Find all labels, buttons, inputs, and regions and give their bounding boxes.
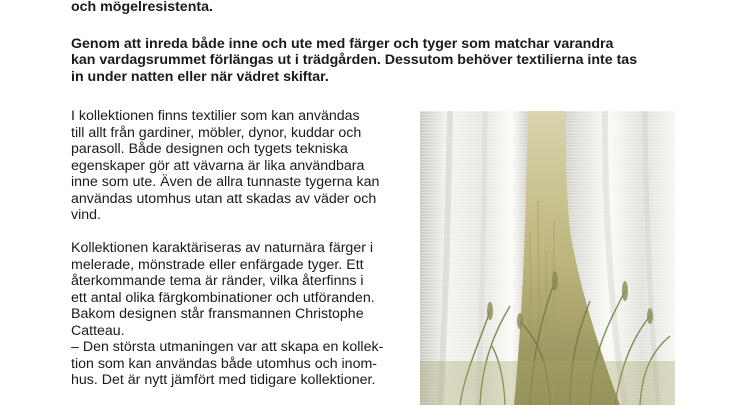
body-line: – Den största utmaningen var att skapa en kollek-	[71, 339, 384, 355]
body-line: Kollektionen karaktäriseras av naturnära färger i	[71, 240, 374, 256]
body-line: användas utomhus utan att skadas av väder och	[71, 190, 377, 207]
body-line: inne som ute. Även de allra tunnaste tygerna kan	[71, 174, 380, 190]
lead-line: Genom att inreda både inne och ute med färger och tyger som matchar varandra	[71, 36, 614, 52]
lead-paragraph	[71, 36, 691, 85]
body-text-column	[71, 108, 401, 389]
body-line: till allt från gardiner, möbler, dynor, kuddar och	[71, 124, 362, 141]
curtain-grass-photo	[420, 111, 675, 405]
body-line: hus. Det är nytt jämfört med tidigare kollektioner.	[71, 372, 376, 388]
body-line: Catteau.	[71, 322, 125, 339]
body-line: egenskaper gör att vävarna är lika användbara	[71, 157, 365, 174]
body-line: melerade, mönstrade eller enfärgade tyger. Ett	[71, 256, 364, 273]
body-paragraph-2	[71, 240, 401, 389]
lead-line: kan vardagsrummet förlängas ut i trädgården. Dessutom behöver textilierna inte tas	[71, 52, 638, 69]
body-paragraph-1	[71, 108, 401, 224]
body-line: tion som kan användas både utomhus och inom-	[71, 355, 378, 372]
body-line: parasoll. Både designen och tygets tekniska	[71, 141, 348, 157]
top-text-fragment: och mögelresistenta.	[71, 0, 213, 15]
body-line: ett antal olika färgkombinationer och utföranden.	[71, 289, 375, 306]
paragraph-spacer	[71, 224, 401, 241]
lead-line: in under natten eller när vädret skiftar.	[71, 68, 329, 85]
photo-illustration	[420, 111, 675, 405]
body-line: I kollektionen finns textilier som kan användas	[71, 108, 360, 124]
body-line: Bakom designen står fransmannen Christophe	[71, 306, 364, 322]
body-line: vind.	[71, 207, 101, 223]
body-line: återkommande tema är ränder, vilka återfinns i	[71, 273, 364, 289]
